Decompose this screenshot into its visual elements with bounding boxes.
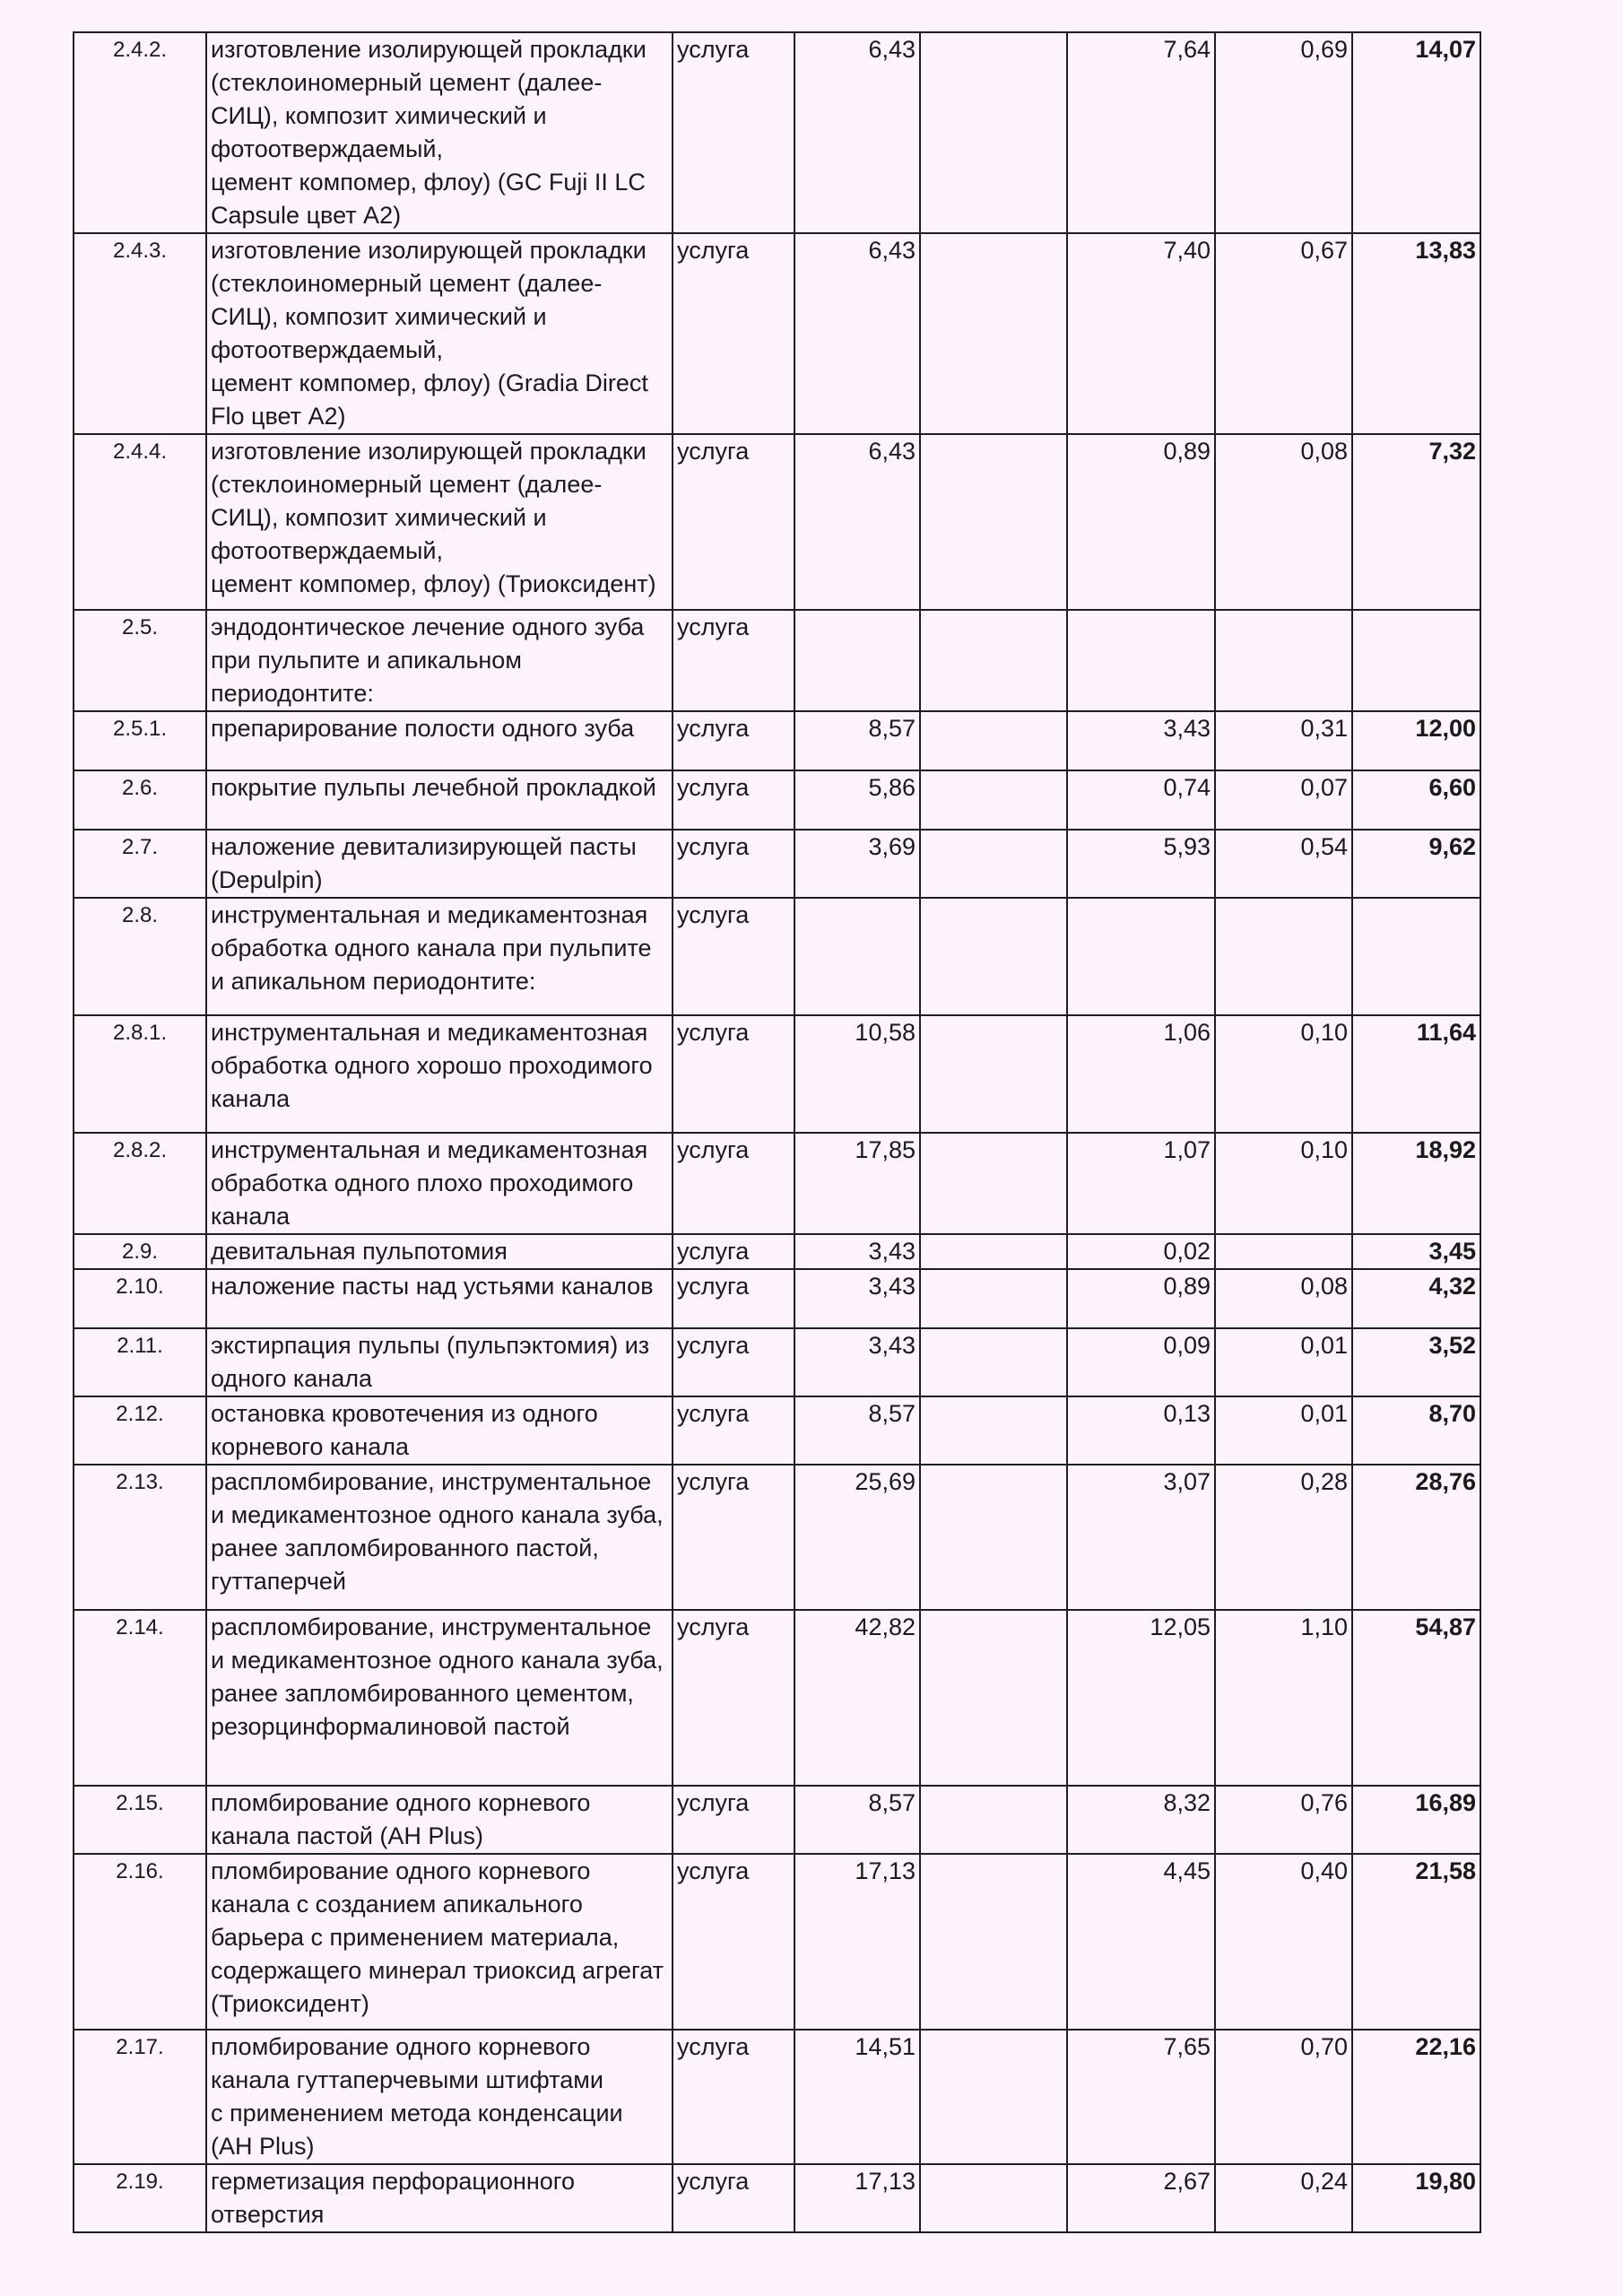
- table-row: [74, 1234, 1480, 1269]
- unit-of-measure: услуга: [673, 1465, 794, 1610]
- total-price: 16,89: [1352, 1786, 1480, 1854]
- total-price: 11,64: [1352, 1015, 1480, 1133]
- total-price: 22,16: [1352, 2030, 1480, 2164]
- item-number: 2.5.: [74, 610, 206, 711]
- table-row: [74, 32, 1480, 233]
- item-number: 2.4.2.: [74, 32, 206, 233]
- service-description: инструментальная и медикаментозная обработка одного хорошо проходимого канала: [206, 1015, 673, 1133]
- total-price: 14,07: [1352, 32, 1480, 233]
- labor-cost: 3,43: [794, 1269, 920, 1328]
- total-price: 54,87: [1352, 1610, 1480, 1786]
- surcharge: [1215, 1234, 1352, 1269]
- total-price: 4,32: [1352, 1269, 1480, 1328]
- empty-column: [920, 770, 1067, 830]
- surcharge: 0,10: [1215, 1133, 1352, 1234]
- service-description: пломбирование одного корневого канала пастой (AH Plus): [206, 1786, 673, 1854]
- item-number: 2.9.: [74, 1234, 206, 1269]
- item-number: 2.13.: [74, 1465, 206, 1610]
- item-number: 2.16.: [74, 1854, 206, 2030]
- material-cost: 1,06: [1067, 1015, 1215, 1133]
- surcharge: [1215, 898, 1352, 1015]
- empty-column: [920, 1269, 1067, 1328]
- empty-column: [920, 1786, 1067, 1854]
- labor-cost: 25,69: [794, 1465, 920, 1610]
- surcharge: 0,01: [1215, 1328, 1352, 1396]
- material-cost: [1067, 610, 1215, 711]
- table-row: [74, 233, 1480, 434]
- unit-of-measure: услуга: [673, 898, 794, 1015]
- empty-column: [920, 1610, 1067, 1786]
- service-description: изготовление изолирующей прокладки (стеклоиномерный цемент (далее- СИЦ), композит химический и фотоотверждаемый, цемент компомер, флоу) (GC Fuji II LC Capsule цвет A2): [206, 32, 673, 233]
- service-description: герметизация перфорационного отверстия: [206, 2164, 673, 2232]
- unit-of-measure: услуга: [673, 1610, 794, 1786]
- material-cost: 0,74: [1067, 770, 1215, 830]
- service-description: инструментальная и медикаментозная обработка одного плохо проходимого канала: [206, 1133, 673, 1234]
- empty-column: [920, 233, 1067, 434]
- labor-cost: [794, 898, 920, 1015]
- labor-cost: 17,13: [794, 1854, 920, 2030]
- material-cost: 12,05: [1067, 1610, 1215, 1786]
- item-number: 2.12.: [74, 1396, 206, 1465]
- surcharge: 0,54: [1215, 830, 1352, 898]
- empty-column: [920, 610, 1067, 711]
- service-description: изготовление изолирующей прокладки (стеклоиномерный цемент (далее- СИЦ), композит химический и фотоотверждаемый, цемент компомер, флоу) (Gradia Direct Flo цвет A2): [206, 233, 673, 434]
- item-number: 2.4.4.: [74, 434, 206, 610]
- unit-of-measure: услуга: [673, 434, 794, 610]
- labor-cost: 10,58: [794, 1015, 920, 1133]
- item-number: 2.11.: [74, 1328, 206, 1396]
- service-description: эндодонтическое лечение одного зуба при пульпите и апикальном периодонтите:: [206, 610, 673, 711]
- unit-of-measure: услуга: [673, 1854, 794, 2030]
- service-description: пломбирование одного корневого канала гуттаперчевыми штифтами с применением метода конденсации (AH Plus): [206, 2030, 673, 2164]
- item-number: 2.10.: [74, 1269, 206, 1328]
- surcharge: 0,76: [1215, 1786, 1352, 1854]
- empty-column: [920, 898, 1067, 1015]
- unit-of-measure: услуга: [673, 1133, 794, 1234]
- surcharge: 0,10: [1215, 1015, 1352, 1133]
- labor-cost: 17,85: [794, 1133, 920, 1234]
- labor-cost: 8,57: [794, 711, 920, 770]
- surcharge: 0,31: [1215, 711, 1352, 770]
- service-description: остановка кровотечения из одного корневого канала: [206, 1396, 673, 1465]
- table-row: [74, 898, 1480, 1015]
- surcharge: 0,01: [1215, 1396, 1352, 1465]
- unit-of-measure: услуга: [673, 1786, 794, 1854]
- empty-column: [920, 830, 1067, 898]
- surcharge: 0,70: [1215, 2030, 1352, 2164]
- material-cost: 3,43: [1067, 711, 1215, 770]
- labor-cost: [794, 610, 920, 711]
- surcharge: 0,67: [1215, 233, 1352, 434]
- total-price: 9,62: [1352, 830, 1480, 898]
- table-row: [74, 1328, 1480, 1396]
- material-cost: [1067, 898, 1215, 1015]
- labor-cost: 3,43: [794, 1234, 920, 1269]
- labor-cost: 6,43: [794, 434, 920, 610]
- service-description: инструментальная и медикаментозная обработка одного канала при пульпите и апикальном периодонтите:: [206, 898, 673, 1015]
- unit-of-measure: услуга: [673, 2030, 794, 2164]
- surcharge: 0,24: [1215, 2164, 1352, 2232]
- surcharge: 0,08: [1215, 434, 1352, 610]
- labor-cost: 5,86: [794, 770, 920, 830]
- service-description: покрытие пульпы лечебной прокладкой: [206, 770, 673, 830]
- service-description: распломбирование, инструментальное и медикаментозное одного канала зуба, ранее запломбированного цементом, резорцинформалиновой пастой: [206, 1610, 673, 1786]
- empty-column: [920, 32, 1067, 233]
- surcharge: 0,40: [1215, 1854, 1352, 2030]
- service-description: наложение девитализирующей пасты (Depulpin): [206, 830, 673, 898]
- unit-of-measure: услуга: [673, 1396, 794, 1465]
- material-cost: 7,64: [1067, 32, 1215, 233]
- total-price: 6,60: [1352, 770, 1480, 830]
- table-row: [74, 2164, 1480, 2232]
- unit-of-measure: услуга: [673, 770, 794, 830]
- total-price: 3,45: [1352, 1234, 1480, 1269]
- total-price: [1352, 898, 1480, 1015]
- empty-column: [920, 2030, 1067, 2164]
- table-row: [74, 830, 1480, 898]
- table-row: [74, 1786, 1480, 1854]
- item-number: 2.17.: [74, 2030, 206, 2164]
- price-table: [73, 31, 1481, 2233]
- unit-of-measure: услуга: [673, 610, 794, 711]
- table-body: [74, 32, 1480, 2232]
- service-description: пломбирование одного корневого канала с созданием апикального барьера с применением материала, содержащего минерал триоксид агрегат (Триоксидент): [206, 1854, 673, 2030]
- table-row: [74, 1015, 1480, 1133]
- unit-of-measure: услуга: [673, 830, 794, 898]
- service-description: распломбирование, инструментальное и медикаментозное одного канала зуба, ранее запломбированного пастой, гуттаперчей: [206, 1465, 673, 1610]
- table-row: [74, 1269, 1480, 1328]
- service-description: наложение пасты над устьями каналов: [206, 1269, 673, 1328]
- empty-column: [920, 1465, 1067, 1610]
- total-price: 8,70: [1352, 1396, 1480, 1465]
- material-cost: 8,32: [1067, 1786, 1215, 1854]
- service-description: девитальная пульпотомия: [206, 1234, 673, 1269]
- unit-of-measure: услуга: [673, 233, 794, 434]
- labor-cost: 6,43: [794, 233, 920, 434]
- material-cost: 4,45: [1067, 1854, 1215, 2030]
- unit-of-measure: услуга: [673, 32, 794, 233]
- table-row: [74, 1396, 1480, 1465]
- material-cost: 1,07: [1067, 1133, 1215, 1234]
- unit-of-measure: услуга: [673, 711, 794, 770]
- material-cost: 0,89: [1067, 1269, 1215, 1328]
- surcharge: 0,69: [1215, 32, 1352, 233]
- material-cost: 0,89: [1067, 434, 1215, 610]
- table-row: [74, 610, 1480, 711]
- material-cost: 5,93: [1067, 830, 1215, 898]
- table-row: [74, 770, 1480, 830]
- service-description: экстирпация пульпы (пульпэктомия) из одного канала: [206, 1328, 673, 1396]
- total-price: 19,80: [1352, 2164, 1480, 2232]
- total-price: 3,52: [1352, 1328, 1480, 1396]
- table-row: [74, 711, 1480, 770]
- total-price: 7,32: [1352, 434, 1480, 610]
- total-price: 13,83: [1352, 233, 1480, 434]
- empty-column: [920, 1133, 1067, 1234]
- empty-column: [920, 1854, 1067, 2030]
- surcharge: 1,10: [1215, 1610, 1352, 1786]
- labor-cost: 8,57: [794, 1786, 920, 1854]
- labor-cost: 3,43: [794, 1328, 920, 1396]
- item-number: 2.7.: [74, 830, 206, 898]
- empty-column: [920, 1328, 1067, 1396]
- empty-column: [920, 1015, 1067, 1133]
- empty-column: [920, 1234, 1067, 1269]
- surcharge: 0,08: [1215, 1269, 1352, 1328]
- item-number: 2.8.1.: [74, 1015, 206, 1133]
- empty-column: [920, 2164, 1067, 2232]
- item-number: 2.6.: [74, 770, 206, 830]
- labor-cost: 42,82: [794, 1610, 920, 1786]
- unit-of-measure: услуга: [673, 2164, 794, 2232]
- empty-column: [920, 711, 1067, 770]
- surcharge: 0,07: [1215, 770, 1352, 830]
- total-price: 12,00: [1352, 711, 1480, 770]
- table-row: [74, 1610, 1480, 1786]
- material-cost: 7,65: [1067, 2030, 1215, 2164]
- empty-column: [920, 1396, 1067, 1465]
- empty-column: [920, 434, 1067, 610]
- total-price: 21,58: [1352, 1854, 1480, 2030]
- table-row: [74, 1854, 1480, 2030]
- item-number: 2.8.: [74, 898, 206, 1015]
- surcharge: [1215, 610, 1352, 711]
- material-cost: 0,09: [1067, 1328, 1215, 1396]
- table-row: [74, 434, 1480, 610]
- table-row: [74, 1133, 1480, 1234]
- table-row: [74, 1465, 1480, 1610]
- unit-of-measure: услуга: [673, 1328, 794, 1396]
- item-number: 2.14.: [74, 1610, 206, 1786]
- total-price: 28,76: [1352, 1465, 1480, 1610]
- item-number: 2.19.: [74, 2164, 206, 2232]
- material-cost: 0,13: [1067, 1396, 1215, 1465]
- unit-of-measure: услуга: [673, 1269, 794, 1328]
- table-row: [74, 2030, 1480, 2164]
- material-cost: 0,02: [1067, 1234, 1215, 1269]
- labor-cost: 17,13: [794, 2164, 920, 2232]
- labor-cost: 3,69: [794, 830, 920, 898]
- unit-of-measure: услуга: [673, 1234, 794, 1269]
- labor-cost: 6,43: [794, 32, 920, 233]
- item-number: 2.4.3.: [74, 233, 206, 434]
- material-cost: 7,40: [1067, 233, 1215, 434]
- unit-of-measure: услуга: [673, 1015, 794, 1133]
- service-description: препарирование полости одного зуба: [206, 711, 673, 770]
- material-cost: 3,07: [1067, 1465, 1215, 1610]
- surcharge: 0,28: [1215, 1465, 1352, 1610]
- total-price: 18,92: [1352, 1133, 1480, 1234]
- labor-cost: 14,51: [794, 2030, 920, 2164]
- service-description: изготовление изолирующей прокладки (стеклоиномерный цемент (далее- СИЦ), композит химический и фотоотверждаемый, цемент компомер, флоу) (Триоксидент): [206, 434, 673, 610]
- item-number: 2.5.1.: [74, 711, 206, 770]
- item-number: 2.15.: [74, 1786, 206, 1854]
- total-price: [1352, 610, 1480, 711]
- labor-cost: 8,57: [794, 1396, 920, 1465]
- material-cost: 2,67: [1067, 2164, 1215, 2232]
- item-number: 2.8.2.: [74, 1133, 206, 1234]
